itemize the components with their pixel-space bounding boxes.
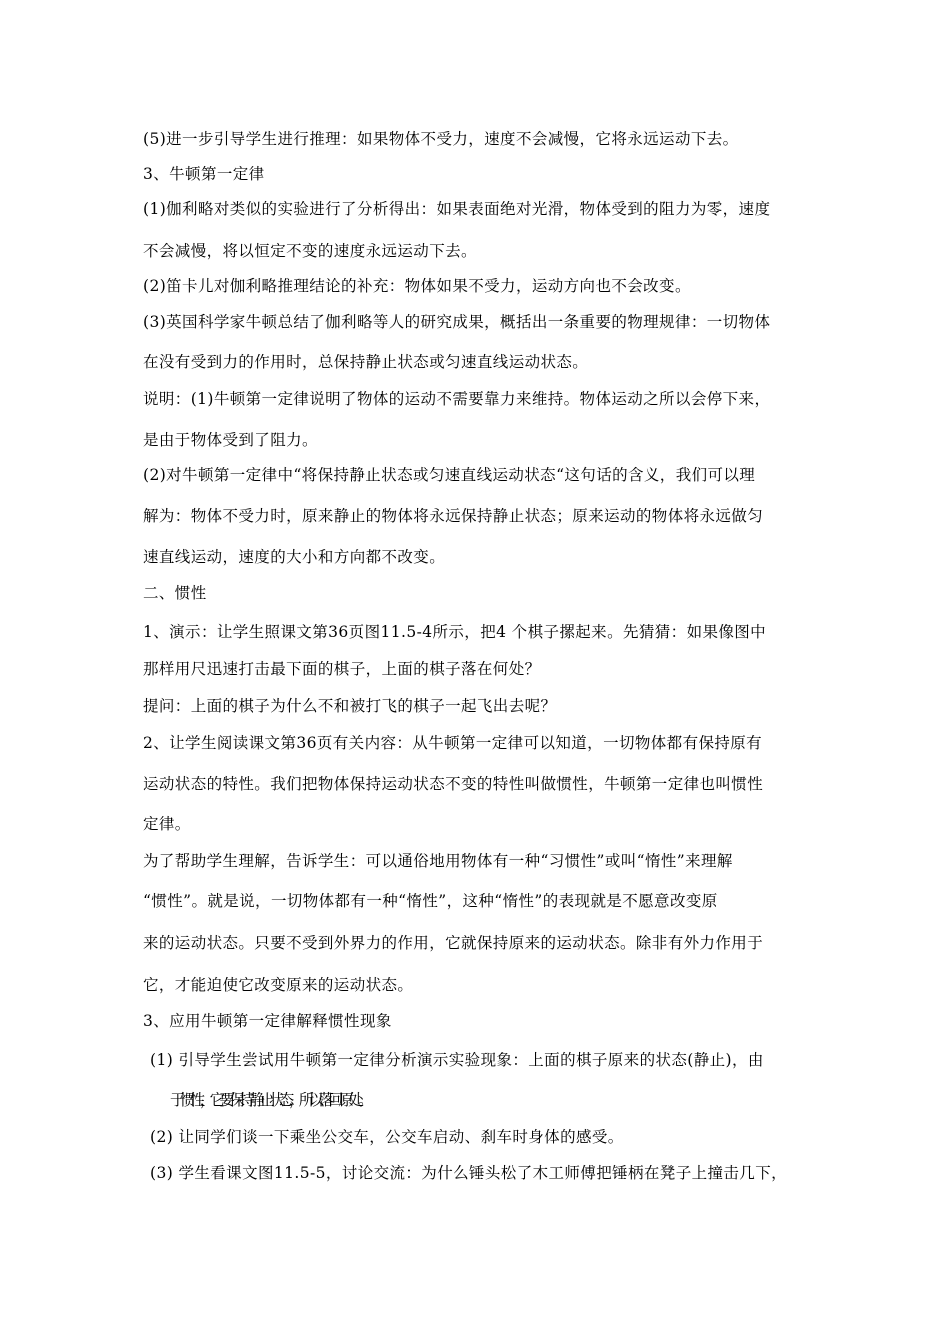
text-line: 它，才能迫使它改变原来的运动状态。: [143, 976, 414, 994]
text-line: 1、演示：让学生照课文第36页图11.5-4所示，把4 个棋子摞起来。先猜猜：如果像图中: [143, 623, 767, 641]
section-heading: 3、牛顿第一定律: [143, 165, 265, 183]
text-line: 运动状态的特性。我们把物体保持运动状态不变的特性叫做惯性，牛顿第一定律也叫惯性: [143, 775, 764, 793]
text-line: 说明：(1)牛顿第一定律说明了物体的运动不需要靠力来维持。物体运动之所以会停下来，: [143, 390, 771, 408]
text-line: 来的运动状态。只要不受到外界力的作用，它就保持原来的运动状态。除非有外力作用于: [143, 934, 764, 952]
text-line: (1)伽利略对类似的实验进行了分析得出：如果表面绝对光滑，物体受到的阻力为零，速度: [143, 200, 771, 218]
text-line: 为了帮助学生理解，告诉学生：可以通俗地用物体有一种“习惯性”或叫“惰性”来理解: [143, 852, 733, 870]
text-line: 定律。: [143, 815, 191, 833]
text-line: 不会减慢，将以恒定不变的速度永远运动下去。: [143, 242, 477, 260]
text-line: 在没有受到力的作用时，总保持静止状态或匀速直线运动状态。: [143, 353, 589, 371]
section-heading: 3、应用牛顿第一定律解释惯性现象: [143, 1012, 392, 1030]
section-heading: 二、惯性: [143, 584, 207, 602]
text-line: (2)笛卡儿对伽利略推理结论的补充：物体如果不受力，运动方向也不会改变。: [143, 277, 691, 295]
text-line: (5)进一步引导学生进行推理：如果物体不受力，速度不会减慢，它将永远运动下去。: [143, 130, 739, 148]
text-line: 那样用尺迅速打击最下面的棋子，上面的棋子落在何处？: [143, 660, 541, 678]
text-line: (1) 引导学生尝试用牛顿第一定律分析演示实验现象：上面的棋子原来的状态(静止)，由: [150, 1051, 764, 1069]
text-line: (2)对牛顿第一定律中“将保持静止状态或匀速直线运动状态“这句话的含义，我们可以理: [143, 466, 756, 484]
text-line: 解为：物体不受力时，原来静止的物体将永远保持静止状态；原来运动的物体将永远做匀: [143, 507, 764, 525]
text-line: “惯性”。就是说，一切物体都有一种“惰性”，这种“惰性”的表现就是不愿意改变原: [143, 892, 718, 910]
text-line: 2、让学生阅读课文第36页有关内容：从牛顿第一定律可以知道，一切物体都有保持原有: [143, 734, 763, 752]
text-line: 提问：上面的棋子为什么不和被打飞的棋子一起飞出去呢？: [143, 697, 557, 715]
text-line: (3)英国科学家牛顿总结了伽利略等人的研究成果，概括出一条重要的物理规律：一切物体: [143, 313, 771, 331]
text-line: (2) 让同学们谈一下乘坐公交车，公交车启动、刹车时身体的感受。: [150, 1128, 624, 1146]
text-line: 于惯性，它要保持静止状态，所以落回原处。: [170, 1091, 369, 1109]
text-line: 是由于物体受到了阻力。: [143, 431, 318, 449]
text-line: 速直线运动，速度的大小和方向都不改变。: [143, 548, 446, 566]
text-line: (3) 学生看课文图11.5-5，讨论交流：为什么锤头松了木工师傅把锤柄在凳子上撞击几下，: [150, 1164, 787, 1182]
